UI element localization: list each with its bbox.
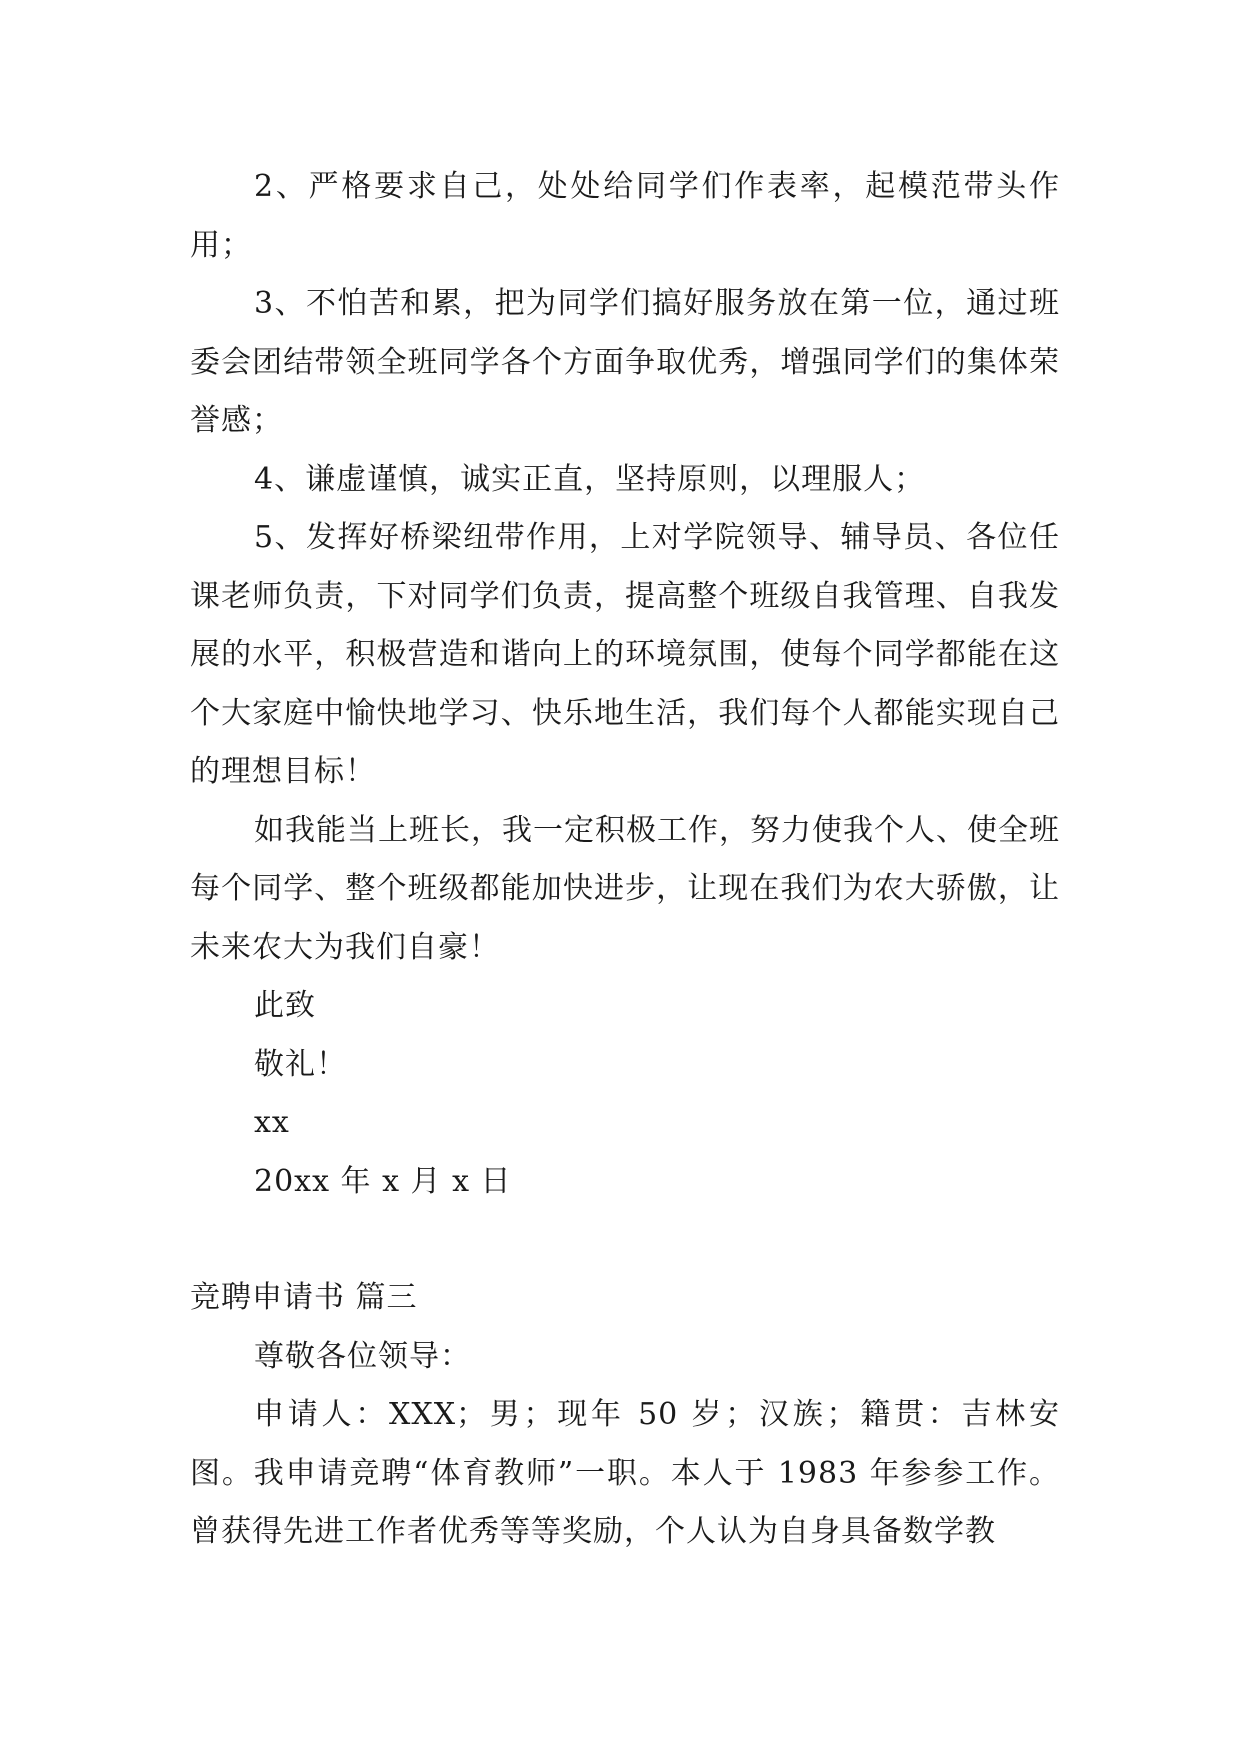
section-spacer [190,1211,1060,1269]
closing-text: 此致 [254,988,316,1023]
document-page [190,158,1060,1562]
paragraph-item-5: 5、发挥好桥梁纽带作用，上对学院领导、辅导员、各位任课老师负责，下对同学们负责，提高整个班级自我管理、自我发展的水平，积极营造和谐向上的环境氛围，使每个同学都能在这个大家庭中愉快地学习、快乐地生活，我们每个人都能实现自己的理想目标！ [190,520,1060,789]
paragraph-item-4: 4、谦虚谨慎，诚实正直，坚持原则，以理服人； [254,461,926,497]
paragraph-item-3: 3、不怕苦和累，把为同学们搞好服务放在第一位，通过班委会团结带领全班同学各个方面争取优秀，增强同学们的集体荣誉感； [190,286,1060,438]
paragraph-commitment: 如我能当上班长，我一定积极工作，努力使我个人、使全班每个同学、整个班级都能加快进步，让现在我们为农大骄傲，让未来农大为我们自豪！ [190,812,1060,965]
signature-text: xx [254,1105,290,1140]
paragraph-item-2: 2、严格要求自己，处处给同学们作表率，起模范带头作用； [190,169,1060,263]
greeting-text: 尊敬各位领导： [254,1338,471,1374]
applicant-paragraph: 申请人：XXX；男；现年 50 岁；汉族；籍贯：吉林安图。我申请竞聘“体育教师”一职。本人于 1983 年参参工作。曾获得先进工作者优秀等等奖励，个人认为自身具备数学教 [190,1397,1060,1549]
salute-text: 敬礼！ [254,1046,347,1082]
date-text: 20xx 年 x 月 x 日 [254,1163,512,1199]
section-heading: 竞聘申请书 篇三 [190,1280,418,1315]
